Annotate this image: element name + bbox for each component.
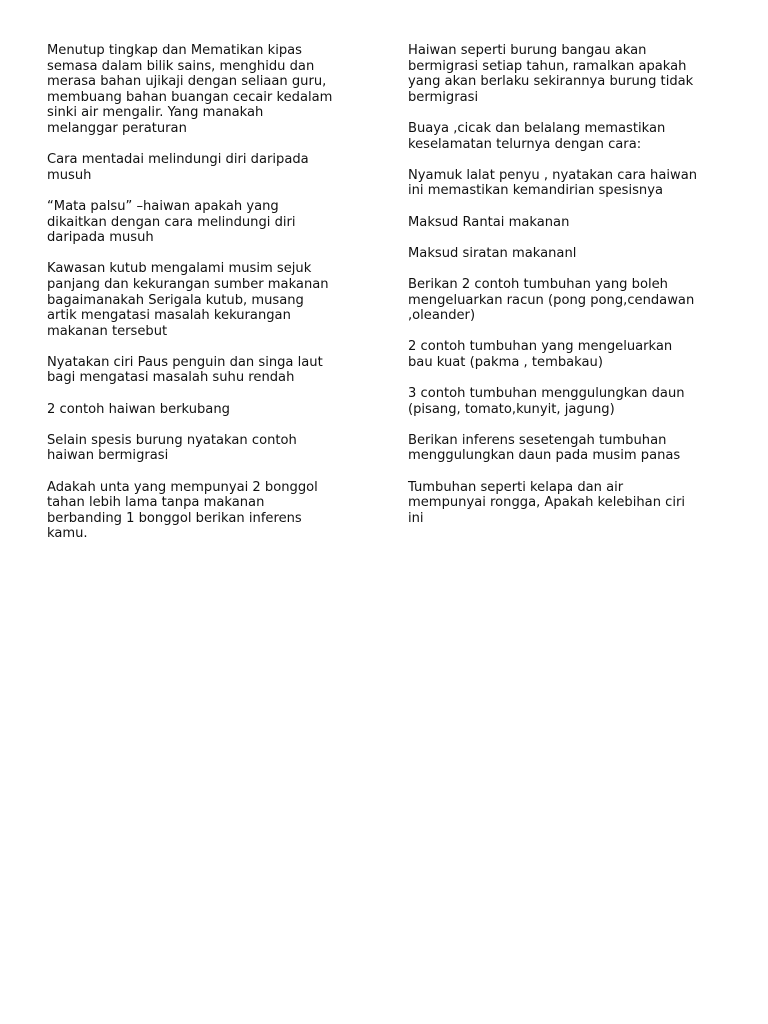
question-paragraph: Menutup tingkap dan Mematikan kipas semasa dalam bilik sains, menghidu dan merasa bahan ujikaji dengan seliaan guru, membuang bahan buangan cecair kedalam sinki air mengalir. Yang manakah melanggar peraturan [47, 43, 333, 136]
question-paragraph: Maksud siratan makananl [408, 245, 577, 261]
question-paragraph: Maksud Rantai makanan [408, 214, 570, 230]
question-paragraph: Haiwan seperti burung bangau akan bermigrasi setiap tahun, ramalkan apakah yang akan berlaku sekirannya burung tidak bermigrasi [408, 43, 694, 105]
question-paragraph: Kawasan kutub mengalami musim sejuk panjang dan kekurangan sumber makanan bagaimanakah Serigala kutub, musang artik mengatasi masalah kekurangan makanan tersebut [47, 261, 329, 339]
question-paragraph: Berikan inferens sesetengah tumbuhan menggulungkan daun pada musim panas [408, 432, 681, 464]
question-paragraph: 2 contoh tumbuhan yang mengeluarkan bau kuat (pakma , tembakau) [408, 339, 673, 370]
question-paragraph: Selain spesis burung nyatakan contoh haiwan bermigrasi [47, 432, 297, 464]
question-paragraph: “Mata palsu” –haiwan apakah yang dikaitkan dengan cara melindungi diri daripada musuh [47, 198, 296, 246]
right-column [408, 43, 730, 542]
left-column [47, 43, 365, 558]
question-paragraph: Cara mentadai melindungi diri daripada musuh [47, 152, 309, 183]
question-paragraph: Berikan 2 contoh tumbuhan yang boleh mengeluarkan racun (pong pong,cendawan ,oleander) [408, 276, 695, 324]
question-paragraph: Buaya ,cicak dan belalang memastikan keselamatan telurnya dengan cara: [408, 120, 666, 152]
question-paragraph: Adakah unta yang mempunyai 2 bonggol tahan lebih lama tanpa makanan berbanding 1 bonggol berikan inferens kamu. [47, 479, 318, 542]
question-paragraph: 2 contoh haiwan berkubang [47, 401, 230, 417]
question-paragraph: Nyatakan ciri Paus penguin dan singa laut bagi mengatasi masalah suhu rendah [47, 354, 323, 386]
question-paragraph: Nyamuk lalat penyu , nyatakan cara haiwan ini memastikan kemandirian spesisnya [408, 167, 698, 199]
question-paragraph: Tumbuhan seperti kelapa dan air mempunyai rongga, Apakah kelebihan ciri ini [408, 479, 686, 526]
question-paragraph: 3 contoh tumbuhan menggulungkan daun (pisang, tomato,kunyit, jagung) [408, 386, 685, 417]
